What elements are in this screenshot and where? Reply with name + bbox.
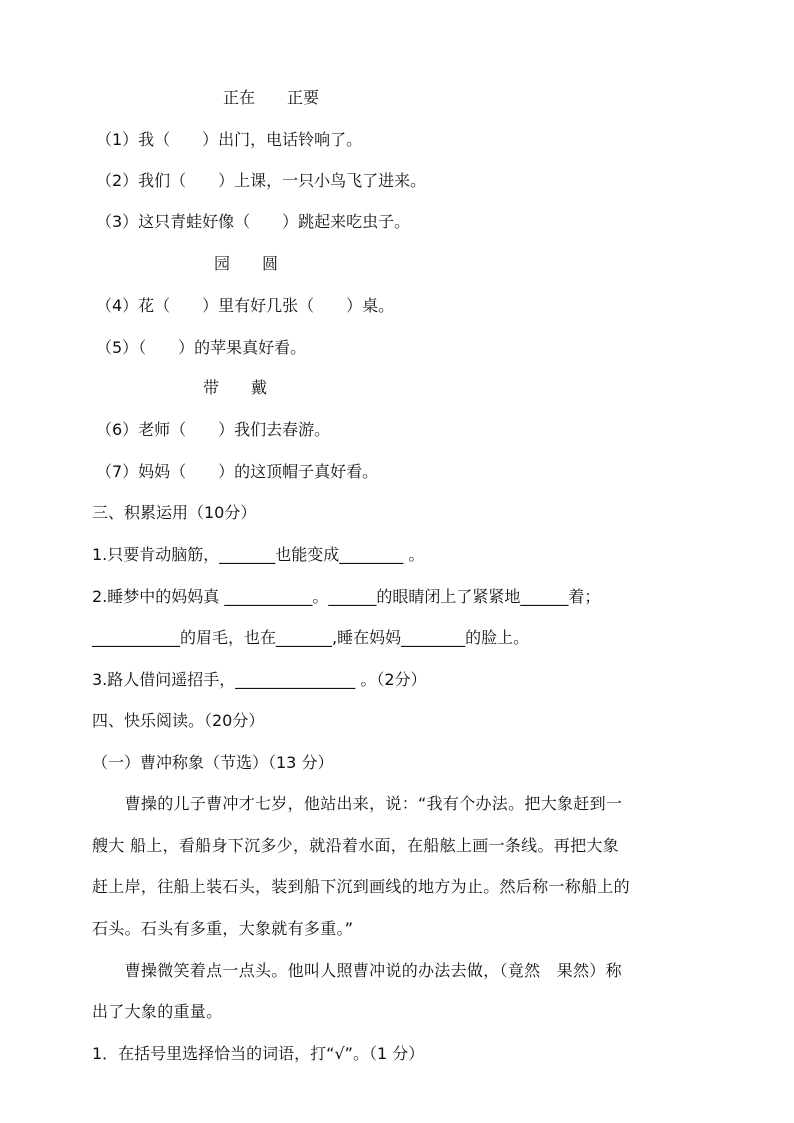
choice-words-b: 园 圆 — [214, 254, 279, 273]
choice-words-c: 带 戴 — [203, 378, 268, 397]
task-1: 1．在括号里选择恰当的词语，打“√”。（1 分） — [92, 1044, 425, 1063]
question-1: 1.只要肯动脑筋，_______也能变成________ 。 — [92, 545, 425, 564]
item-1: （1）我（ ）出门，电话铃响了。 — [96, 130, 363, 149]
item-6: （6）老师（ ）我们去春游。 — [96, 420, 331, 439]
part-3-title: 三、积累运用（10分） — [92, 503, 257, 522]
passage-paragraph-2-line-2: 出了大象的重量。 — [92, 1002, 223, 1021]
item-5: （5）（ ）的苹果真好看。 — [96, 338, 307, 357]
question-3: 3.路人借问遥招手，_______________ 。（2分） — [92, 670, 427, 689]
question-2-line-2: ___________的眉毛，也在_______,睡在妈妈________的脸上。 — [92, 628, 530, 647]
passage-paragraph-1-line-3: 赶上岸，往船上装石头，装到船下沉到画线的地方为止。然后称一称船上的 — [92, 877, 630, 896]
item-4: （4）花（ ）里有好几张（ ）桌。 — [96, 296, 395, 315]
item-3: （3）这只青蛙好像（ ）跳起来吃虫子。 — [96, 212, 411, 231]
passage-paragraph-1-line-2: 艘大 船上，看船身下沉多少，就沿着水面，在船舷上画一条线。再把大象 — [92, 836, 619, 855]
choice-words-a: 正在 正要 — [223, 88, 320, 107]
passage-paragraph-2-line-1: 曹操微笑着点一点头。他叫人照曹冲说的办法去做，（竟然 果然）称 — [92, 961, 622, 980]
item-2: （2）我们（ ）上课，一只小鸟飞了进来。 — [96, 171, 427, 190]
passage-paragraph-1-line-1: 曹操的儿子曹冲才七岁，他站出来，说：“我有个办法。把大象赶到一 — [92, 794, 623, 813]
item-7: （7）妈妈（ ）的这顶帽子真好看。 — [96, 462, 379, 481]
part-4-title: 四、快乐阅读。（20分） — [92, 711, 265, 730]
reading-1-title: （一）曹冲称象（节选）（13 分） — [92, 753, 334, 772]
passage-paragraph-1-line-4: 石头。石头有多重，大象就有多重。” — [92, 919, 354, 938]
question-2-line-1: 2.睡梦中的妈妈真 ___________。______的眼睛闭上了紧紧地______着； — [92, 587, 601, 606]
